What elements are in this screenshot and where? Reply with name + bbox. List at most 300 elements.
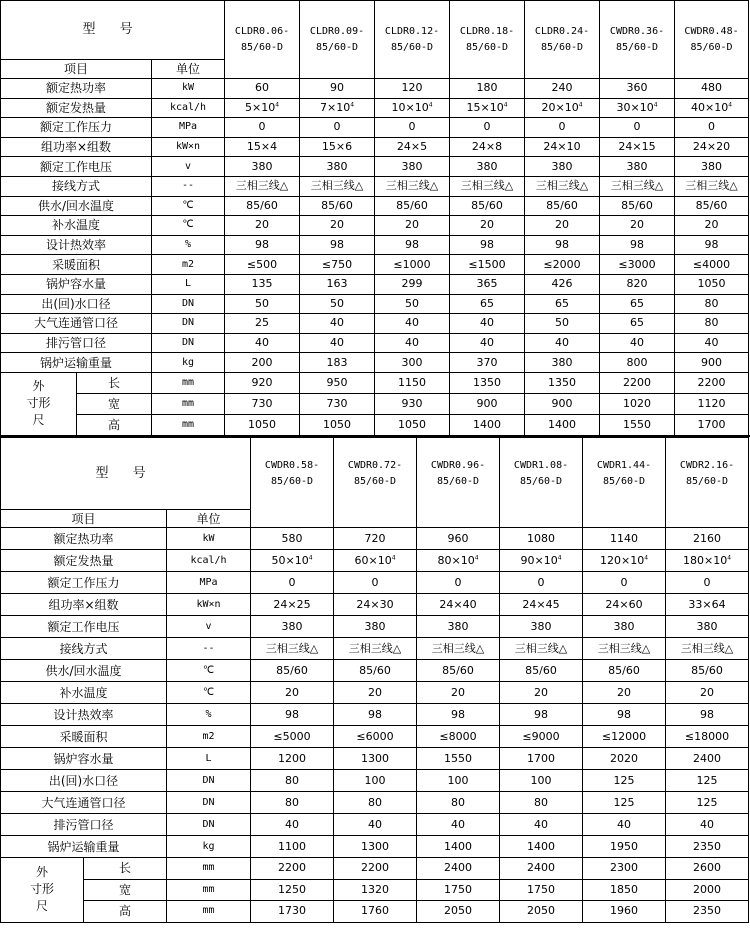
value-cell: 2200 [600, 372, 675, 393]
value-cell: ≤3000 [600, 255, 675, 275]
table-row [1, 879, 749, 901]
value-cell: 2050 [500, 901, 583, 923]
table-row [1, 550, 749, 572]
value-cell: ≤1500 [450, 255, 525, 275]
value-cell: 0 [666, 572, 749, 594]
value-cell: 24×40 [417, 594, 500, 616]
row-unit: -- [167, 638, 251, 660]
value-cell: 1100 [251, 836, 334, 858]
value-cell: 1140 [583, 528, 666, 550]
value-cell: $80\times 10^4$ [417, 550, 500, 572]
value-cell: 0 [334, 572, 417, 594]
value-cell: 1400 [525, 414, 600, 435]
table-row [1, 836, 749, 858]
value-cell: 三相三线△ [251, 638, 334, 660]
dimension-unit: mm [167, 879, 251, 901]
value-cell: 100 [417, 770, 500, 792]
value-cell: 80 [334, 792, 417, 814]
row-label: 组功率×组数 [1, 137, 152, 157]
value-cell: 2020 [583, 748, 666, 770]
value-cell: 1050 [300, 414, 375, 435]
row-label: 出(回)水口径 [1, 770, 167, 792]
value-cell: 40 [525, 333, 600, 353]
value-cell: 1020 [600, 393, 675, 414]
value-cell: ≤2000 [525, 255, 600, 275]
table-row [1, 235, 749, 255]
table-row [1, 770, 749, 792]
value-cell: 1400 [417, 836, 500, 858]
value-cell: 1050 [375, 414, 450, 435]
value-cell: 三相三线△ [417, 638, 500, 660]
value-cell: 80 [675, 294, 749, 314]
table-row [1, 176, 749, 196]
value-cell: 930 [375, 393, 450, 414]
value-cell: 20 [666, 682, 749, 704]
table-row [1, 157, 749, 177]
value-cell: 98 [375, 235, 450, 255]
value-cell: 2350 [666, 836, 749, 858]
value-cell: 960 [417, 528, 500, 550]
value-cell: 1300 [334, 748, 417, 770]
value-cell: 98 [675, 235, 749, 255]
value-cell: 98 [334, 704, 417, 726]
value-cell: 0 [450, 118, 525, 138]
value-cell: 98 [666, 704, 749, 726]
value-cell: 360 [600, 79, 675, 99]
value-cell: 24×8 [450, 137, 525, 157]
value-cell: 40 [225, 333, 300, 353]
value-cell: $60\times 10^4$ [334, 550, 417, 572]
table-row [1, 372, 749, 393]
row-unit: -- [152, 176, 225, 196]
value-cell: 40 [375, 333, 450, 353]
value-cell: 三相三线△ [450, 176, 525, 196]
value-cell: 80 [417, 792, 500, 814]
table-row [1, 216, 749, 236]
value-cell: 85/60 [334, 660, 417, 682]
value-cell: 380 [666, 616, 749, 638]
value-cell: $30\times 10^4$ [600, 98, 675, 118]
value-cell: 1200 [251, 748, 334, 770]
model-name: CWDR0.36-85/60-D [600, 1, 675, 79]
value-cell: 0 [375, 118, 450, 138]
value-cell: 85/60 [675, 196, 749, 216]
value-cell: 85/60 [300, 196, 375, 216]
row-label: 排污管口径 [1, 333, 152, 353]
table-row [1, 353, 749, 373]
value-cell: 0 [583, 572, 666, 594]
dimension-unit: mm [152, 414, 225, 435]
row-label: 锅炉容水量 [1, 748, 167, 770]
value-cell: 三相三线△ [583, 638, 666, 660]
value-cell: 65 [600, 314, 675, 334]
row-unit: ℃ [167, 660, 251, 682]
dimension-label: 长 [77, 372, 152, 393]
row-unit: kcal/h [152, 98, 225, 118]
row-label: 补水温度 [1, 682, 167, 704]
row-unit: DN [152, 333, 225, 353]
row-label: 锅炉运输重量 [1, 353, 152, 373]
row-unit: DN [152, 314, 225, 334]
value-cell: $50\times 10^4$ [251, 550, 334, 572]
value-cell: 1300 [334, 836, 417, 858]
value-cell: 299 [375, 274, 450, 294]
value-cell: 三相三线△ [525, 176, 600, 196]
value-cell: 2000 [666, 879, 749, 901]
value-cell: 20 [225, 216, 300, 236]
row-unit: L [167, 748, 251, 770]
model-name: CWDR0.72-85/60-D [334, 438, 417, 528]
table-row [1, 196, 749, 216]
value-cell: 1760 [334, 901, 417, 923]
dimension-group-label: 外 寸形 尺 [1, 858, 84, 923]
value-cell: 730 [225, 393, 300, 414]
value-cell: 2160 [666, 528, 749, 550]
row-unit: kW×n [167, 594, 251, 616]
model-name: CWDR1.44-85/60-D [583, 438, 666, 528]
value-cell: 240 [525, 79, 600, 99]
value-cell: 1050 [225, 414, 300, 435]
model-name: CWDR2.16-85/60-D [666, 438, 749, 528]
value-cell: 0 [525, 118, 600, 138]
value-cell: 65 [525, 294, 600, 314]
value-cell: 0 [225, 118, 300, 138]
value-cell: $40\times 10^4$ [675, 98, 749, 118]
value-cell: 1730 [251, 901, 334, 923]
model-name: CLDR0.24-85/60-D [525, 1, 600, 79]
exponent: 4 [428, 101, 433, 109]
spec-table-2 [0, 437, 749, 923]
value-cell: 三相三线△ [334, 638, 417, 660]
value-cell: 98 [417, 704, 500, 726]
value-cell: 三相三线△ [300, 176, 375, 196]
exponent: 4 [503, 101, 508, 109]
value-cell: 0 [417, 572, 500, 594]
value-cell: 40 [251, 814, 334, 836]
value-cell: 三相三线△ [666, 638, 749, 660]
row-unit: kg [167, 836, 251, 858]
value-cell: 920 [225, 372, 300, 393]
exponent: 4 [275, 101, 280, 109]
table-row [1, 638, 749, 660]
dimension-unit: mm [167, 901, 251, 923]
value-cell: $180\times 10^4$ [666, 550, 749, 572]
row-label: 采暖面积 [1, 255, 152, 275]
exponent: 4 [727, 553, 732, 561]
row-unit: MPa [152, 118, 225, 138]
row-label: 供水/回水温度 [1, 196, 152, 216]
value-cell: 1700 [500, 748, 583, 770]
value-cell: 24×5 [375, 137, 450, 157]
value-cell: 85/60 [525, 196, 600, 216]
type-label: 型 号 [1, 1, 225, 60]
table-row [1, 704, 749, 726]
table-row [1, 594, 749, 616]
value-cell: 365 [450, 274, 525, 294]
row-unit: m2 [152, 255, 225, 275]
value-cell: 三相三线△ [675, 176, 749, 196]
table-row [1, 137, 749, 157]
value-cell: 2400 [500, 858, 583, 880]
value-cell: 20 [300, 216, 375, 236]
value-cell: 125 [583, 770, 666, 792]
value-cell: 900 [450, 393, 525, 414]
value-cell: 2200 [251, 858, 334, 880]
row-label: 接线方式 [1, 638, 167, 660]
value-cell: 25 [225, 314, 300, 334]
value-cell: 2200 [675, 372, 749, 393]
value-cell: 1550 [600, 414, 675, 435]
value-cell: ≤750 [300, 255, 375, 275]
value-cell: 200 [225, 353, 300, 373]
row-unit: % [167, 704, 251, 726]
value-cell: 50 [300, 294, 375, 314]
value-cell: 60 [225, 79, 300, 99]
row-label: 设计热效率 [1, 235, 152, 255]
exponent: 4 [474, 553, 479, 561]
value-cell: 380 [500, 616, 583, 638]
type-label: 型 号 [1, 438, 251, 510]
value-cell: 380 [251, 616, 334, 638]
value-cell: 40 [600, 333, 675, 353]
value-cell: 1400 [450, 414, 525, 435]
value-cell: 85/60 [500, 660, 583, 682]
value-cell: 85/60 [666, 660, 749, 682]
value-cell: 2400 [417, 858, 500, 880]
value-cell: 40 [300, 333, 375, 353]
value-cell: 98 [225, 235, 300, 255]
value-cell: 98 [300, 235, 375, 255]
value-cell: 80 [251, 792, 334, 814]
row-label: 接线方式 [1, 176, 152, 196]
value-cell: 2200 [334, 858, 417, 880]
row-unit: ℃ [167, 682, 251, 704]
table-row [1, 792, 749, 814]
table-row [1, 572, 749, 594]
spec-table-1 [0, 0, 749, 436]
item-label: 项目 [1, 60, 152, 79]
value-cell: 85/60 [600, 196, 675, 216]
row-label: 补水温度 [1, 216, 152, 236]
row-unit: kW [152, 79, 225, 99]
value-cell: 85/60 [450, 196, 525, 216]
dimension-label: 长 [84, 858, 167, 880]
value-cell: 720 [334, 528, 417, 550]
value-cell: 20 [675, 216, 749, 236]
value-cell: 65 [600, 294, 675, 314]
value-cell: 950 [300, 372, 375, 393]
table-row [1, 98, 749, 118]
table-row [1, 118, 749, 138]
value-cell: 1750 [500, 879, 583, 901]
row-unit: ℃ [152, 196, 225, 216]
row-unit: ℃ [152, 216, 225, 236]
table-row [1, 616, 749, 638]
value-cell: 20 [500, 682, 583, 704]
dimension-label: 宽 [84, 879, 167, 901]
value-cell: 1350 [525, 372, 600, 393]
value-cell: 15×4 [225, 137, 300, 157]
value-cell: 98 [583, 704, 666, 726]
value-cell: 三相三线△ [375, 176, 450, 196]
value-cell: 480 [675, 79, 749, 99]
exponent: 4 [644, 553, 649, 561]
value-cell: 0 [600, 118, 675, 138]
dimension-label: 高 [77, 414, 152, 435]
value-cell: 163 [300, 274, 375, 294]
value-cell: 370 [450, 353, 525, 373]
value-cell: 50 [375, 294, 450, 314]
value-cell: 2600 [666, 858, 749, 880]
value-cell: 24×30 [334, 594, 417, 616]
header-row [1, 438, 749, 510]
exponent: 4 [308, 553, 313, 561]
value-cell: 1950 [583, 836, 666, 858]
value-cell: 40 [450, 314, 525, 334]
row-unit: DN [167, 792, 251, 814]
value-cell: $15\times 10^4$ [450, 98, 525, 118]
row-label: 锅炉容水量 [1, 274, 152, 294]
row-label: 额定热功率 [1, 79, 152, 99]
value-cell: 1120 [675, 393, 749, 414]
value-cell: 580 [251, 528, 334, 550]
value-cell: 24×20 [675, 137, 749, 157]
value-cell: ≤500 [225, 255, 300, 275]
model-name: CLDR0.06-85/60-D [225, 1, 300, 79]
value-cell: $120\times 10^4$ [583, 550, 666, 572]
row-unit: DN [152, 294, 225, 314]
table-row [1, 748, 749, 770]
value-cell: ≤5000 [251, 726, 334, 748]
row-label: 出(回)水口径 [1, 294, 152, 314]
row-label: 大气连通管口径 [1, 314, 152, 334]
value-cell: 20 [417, 682, 500, 704]
dimension-label: 高 [84, 901, 167, 923]
table-row [1, 660, 749, 682]
value-cell: 1700 [675, 414, 749, 435]
value-cell: 300 [375, 353, 450, 373]
value-cell: 40 [583, 814, 666, 836]
value-cell: 33×64 [666, 594, 749, 616]
value-cell: 20 [525, 216, 600, 236]
value-cell: 40 [675, 333, 749, 353]
model-name: CLDR0.09-85/60-D [300, 1, 375, 79]
row-label: 排污管口径 [1, 814, 167, 836]
value-cell: 125 [666, 792, 749, 814]
value-cell: 125 [666, 770, 749, 792]
model-name: CLDR0.18-85/60-D [450, 1, 525, 79]
value-cell: 20 [600, 216, 675, 236]
value-cell: 1050 [675, 274, 749, 294]
value-cell: $7\times 10^4$ [300, 98, 375, 118]
value-cell: 40 [666, 814, 749, 836]
value-cell: 135 [225, 274, 300, 294]
value-cell: 820 [600, 274, 675, 294]
value-cell: 三相三线△ [500, 638, 583, 660]
value-cell: 40 [500, 814, 583, 836]
value-cell: 1150 [375, 372, 450, 393]
model-name: CWDR0.58-85/60-D [251, 438, 334, 528]
row-unit: m2 [167, 726, 251, 748]
value-cell: ≤9000 [500, 726, 583, 748]
dimension-group-label: 外 寸形 尺 [1, 372, 77, 435]
row-label: 大气连通管口径 [1, 792, 167, 814]
value-cell: 三相三线△ [225, 176, 300, 196]
value-cell: $5\times 10^4$ [225, 98, 300, 118]
row-label: 额定发热量 [1, 550, 167, 572]
value-cell: 40 [300, 314, 375, 334]
dimension-unit: mm [167, 858, 251, 880]
value-cell: 0 [500, 572, 583, 594]
row-label: 锅炉运输重量 [1, 836, 167, 858]
value-cell: 380 [334, 616, 417, 638]
value-cell: 2300 [583, 858, 666, 880]
table-row [1, 414, 749, 435]
table-row [1, 901, 749, 923]
value-cell: 730 [300, 393, 375, 414]
value-cell: 98 [525, 235, 600, 255]
value-cell: 80 [500, 792, 583, 814]
value-cell: 1320 [334, 879, 417, 901]
unit-label: 单位 [152, 60, 225, 79]
value-cell: 50 [525, 314, 600, 334]
value-cell: 900 [675, 353, 749, 373]
value-cell: 1850 [583, 879, 666, 901]
value-cell: 1400 [500, 836, 583, 858]
table-row [1, 858, 749, 880]
value-cell: 1250 [251, 879, 334, 901]
value-cell: 380 [525, 353, 600, 373]
value-cell: 380 [583, 616, 666, 638]
table-row [1, 726, 749, 748]
value-cell: 80 [251, 770, 334, 792]
value-cell: $90\times 10^4$ [500, 550, 583, 572]
item-label: 项目 [1, 510, 167, 528]
row-label: 供水/回水温度 [1, 660, 167, 682]
exponent: 4 [391, 553, 396, 561]
value-cell: 三相三线△ [600, 176, 675, 196]
row-unit: kg [152, 353, 225, 373]
value-cell: 125 [583, 792, 666, 814]
value-cell: ≤6000 [334, 726, 417, 748]
value-cell: 85/60 [417, 660, 500, 682]
value-cell: 0 [675, 118, 749, 138]
value-cell: 1750 [417, 879, 500, 901]
model-name: CWDR1.08-85/60-D [500, 438, 583, 528]
row-unit: DN [167, 814, 251, 836]
row-label: 额定工作电压 [1, 157, 152, 177]
value-cell: 426 [525, 274, 600, 294]
row-label: 额定热功率 [1, 528, 167, 550]
value-cell: $20\times 10^4$ [525, 98, 600, 118]
value-cell: 100 [500, 770, 583, 792]
value-cell: 24×45 [500, 594, 583, 616]
table-row [1, 274, 749, 294]
value-cell: ≤8000 [417, 726, 500, 748]
value-cell: 2350 [666, 901, 749, 923]
row-unit: MPa [167, 572, 251, 594]
value-cell: 1080 [500, 528, 583, 550]
value-cell: 380 [600, 157, 675, 177]
value-cell: 380 [675, 157, 749, 177]
unit-label: 单位 [167, 510, 251, 528]
value-cell: 1350 [450, 372, 525, 393]
value-cell: 24×25 [251, 594, 334, 616]
value-cell: $10\times 10^4$ [375, 98, 450, 118]
value-cell: 0 [300, 118, 375, 138]
row-label: 额定工作压力 [1, 118, 152, 138]
value-cell: 20 [334, 682, 417, 704]
